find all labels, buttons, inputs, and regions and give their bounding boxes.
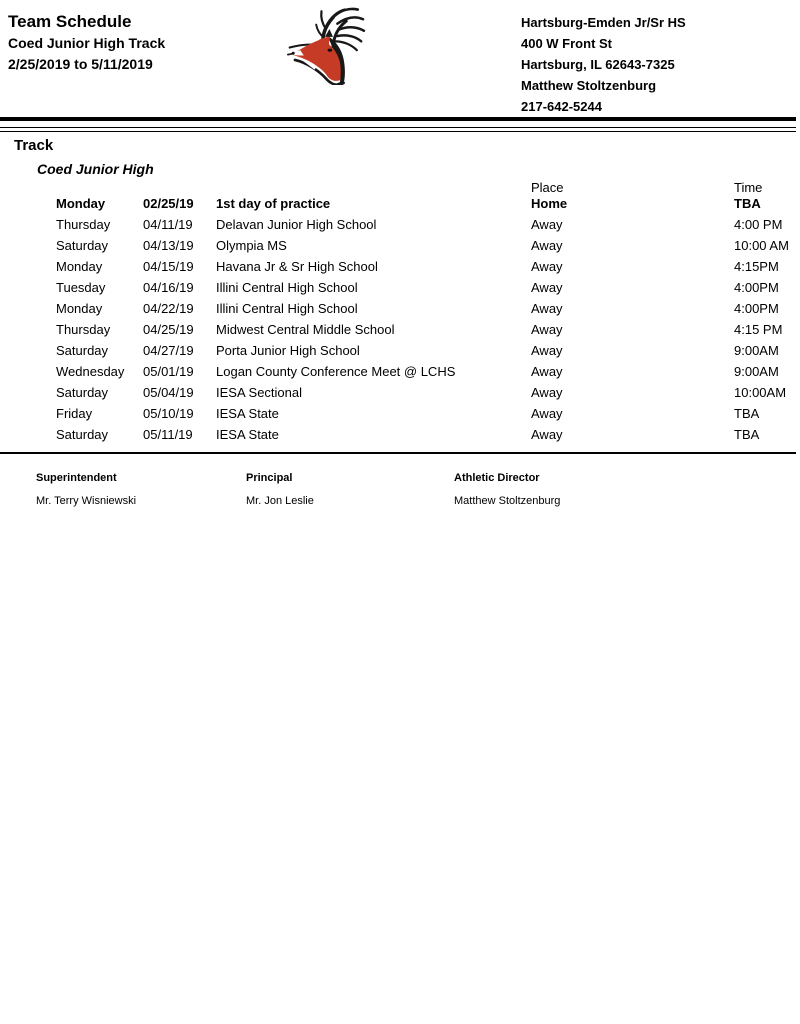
- row-place: Away: [531, 238, 563, 253]
- school-address-city: Hartsburg, IL 62643-7325: [521, 57, 675, 72]
- team-subtitle: Coed Junior High Track: [8, 35, 166, 51]
- official-principal: [246, 472, 314, 507]
- row-time: TBA: [734, 196, 761, 211]
- row-date: 05/11/19: [143, 427, 193, 442]
- schedule-row: [0, 406, 800, 427]
- header-title-block: [8, 10, 165, 75]
- school-contact-name: Matthew Stoltzenburg: [521, 78, 657, 93]
- season-date-range: 2/25/2019 to 5/11/2019: [8, 56, 153, 72]
- row-day: Saturday: [56, 385, 109, 400]
- row-day: Tuesday: [56, 280, 106, 295]
- row-date: 04/22/19: [143, 301, 194, 316]
- row-date: 04/27/19: [143, 343, 194, 358]
- school-address-street: 400 W Front St: [521, 36, 613, 51]
- row-event: Midwest Central Middle School: [216, 322, 395, 337]
- row-time: 10:00AM: [734, 385, 787, 400]
- row-time: TBA: [734, 427, 760, 442]
- row-time: 10:00 AM: [734, 238, 789, 253]
- row-place: Away: [531, 322, 563, 337]
- row-place: Away: [531, 385, 563, 400]
- row-time: 9:00AM: [734, 364, 779, 379]
- row-date: 04/11/19: [143, 217, 193, 232]
- row-event: IESA Sectional: [216, 385, 302, 400]
- school-info-block: [521, 12, 686, 117]
- schedule-row: [0, 427, 800, 448]
- row-time: 4:15PM: [734, 259, 779, 274]
- school-phone: 217-642-5244: [521, 99, 602, 114]
- row-date: 05/04/19: [143, 385, 194, 400]
- row-date: 04/13/19: [143, 238, 194, 253]
- sport-heading: Track: [14, 137, 54, 154]
- row-date: 04/16/19: [143, 280, 194, 295]
- row-time: 4:00PM: [734, 280, 779, 295]
- schedule-row: [0, 364, 800, 385]
- row-place: Away: [531, 217, 563, 232]
- row-day: Wednesday: [56, 364, 125, 379]
- row-place: Away: [531, 427, 563, 442]
- row-date: 04/15/19: [143, 259, 194, 274]
- school-name: Hartsburg-Emden Jr/Sr HS: [521, 15, 686, 30]
- column-header-time: Time: [734, 180, 763, 195]
- row-day: Saturday: [56, 343, 109, 358]
- schedule-row: [0, 343, 800, 364]
- row-date: 05/10/19: [143, 406, 194, 421]
- row-event: Illini Central High School: [216, 280, 358, 295]
- page-title: Team Schedule: [8, 12, 132, 31]
- row-event: 1st day of practice: [216, 196, 331, 211]
- row-place: Away: [531, 343, 563, 358]
- row-time: TBA: [734, 406, 760, 421]
- row-event: Delavan Junior High School: [216, 217, 377, 232]
- row-event: Havana Jr & Sr High School: [216, 259, 378, 274]
- schedule-row: [0, 259, 800, 280]
- row-place: Away: [531, 406, 563, 421]
- header-divider-double: [0, 127, 796, 132]
- official-title: Principal: [246, 472, 293, 484]
- schedule-row: [0, 196, 800, 217]
- official-superintendent: [36, 472, 136, 507]
- schedule-row: [0, 280, 800, 301]
- row-date: 05/01/19: [143, 364, 194, 379]
- row-time: 9:00AM: [734, 343, 779, 358]
- official-title: Superintendent: [36, 472, 117, 484]
- official-name: Mr. Jon Leslie: [246, 495, 314, 507]
- row-day: Thursday: [56, 322, 111, 337]
- row-time: 4:00 PM: [734, 217, 783, 232]
- row-day: Thursday: [56, 217, 111, 232]
- schedule-row: [0, 322, 800, 343]
- official-name: Mr. Terry Wisniewski: [36, 495, 137, 507]
- schedule-row: [0, 301, 800, 322]
- row-event: Porta Junior High School: [216, 343, 360, 358]
- row-time: 4:00PM: [734, 301, 779, 316]
- row-place: Away: [531, 259, 563, 274]
- schedule-row: [0, 385, 800, 406]
- row-day: Monday: [56, 259, 103, 274]
- row-place: Away: [531, 280, 563, 295]
- official-title: Athletic Director: [454, 472, 540, 484]
- row-place: Away: [531, 364, 563, 379]
- schedule-row: [0, 217, 800, 238]
- row-event: IESA State: [216, 427, 279, 442]
- official-athletic-director: [454, 472, 560, 507]
- header-divider-thick: [0, 117, 796, 121]
- row-day: Friday: [56, 406, 93, 421]
- row-date: 02/25/19: [143, 196, 194, 211]
- footer-divider: [0, 452, 796, 454]
- schedule-table: [0, 196, 800, 448]
- row-event: Illini Central High School: [216, 301, 358, 316]
- row-day: Monday: [56, 196, 106, 211]
- row-time: 4:15 PM: [734, 322, 783, 337]
- schedule-row: [0, 238, 800, 259]
- row-day: Monday: [56, 301, 103, 316]
- row-place: Away: [531, 301, 563, 316]
- team-heading: Coed Junior High: [37, 161, 154, 177]
- row-event: Olympia MS: [216, 238, 287, 253]
- row-event: Logan County Conference Meet @ LCHS: [216, 364, 456, 379]
- row-place: Home: [531, 196, 568, 211]
- official-name: Matthew Stoltzenburg: [454, 495, 561, 507]
- stag-mascot-logo-icon: [287, 3, 371, 85]
- row-day: Saturday: [56, 427, 109, 442]
- column-header-place: Place: [531, 180, 564, 195]
- row-date: 04/25/19: [143, 322, 194, 337]
- row-day: Saturday: [56, 238, 109, 253]
- row-event: IESA State: [216, 406, 279, 421]
